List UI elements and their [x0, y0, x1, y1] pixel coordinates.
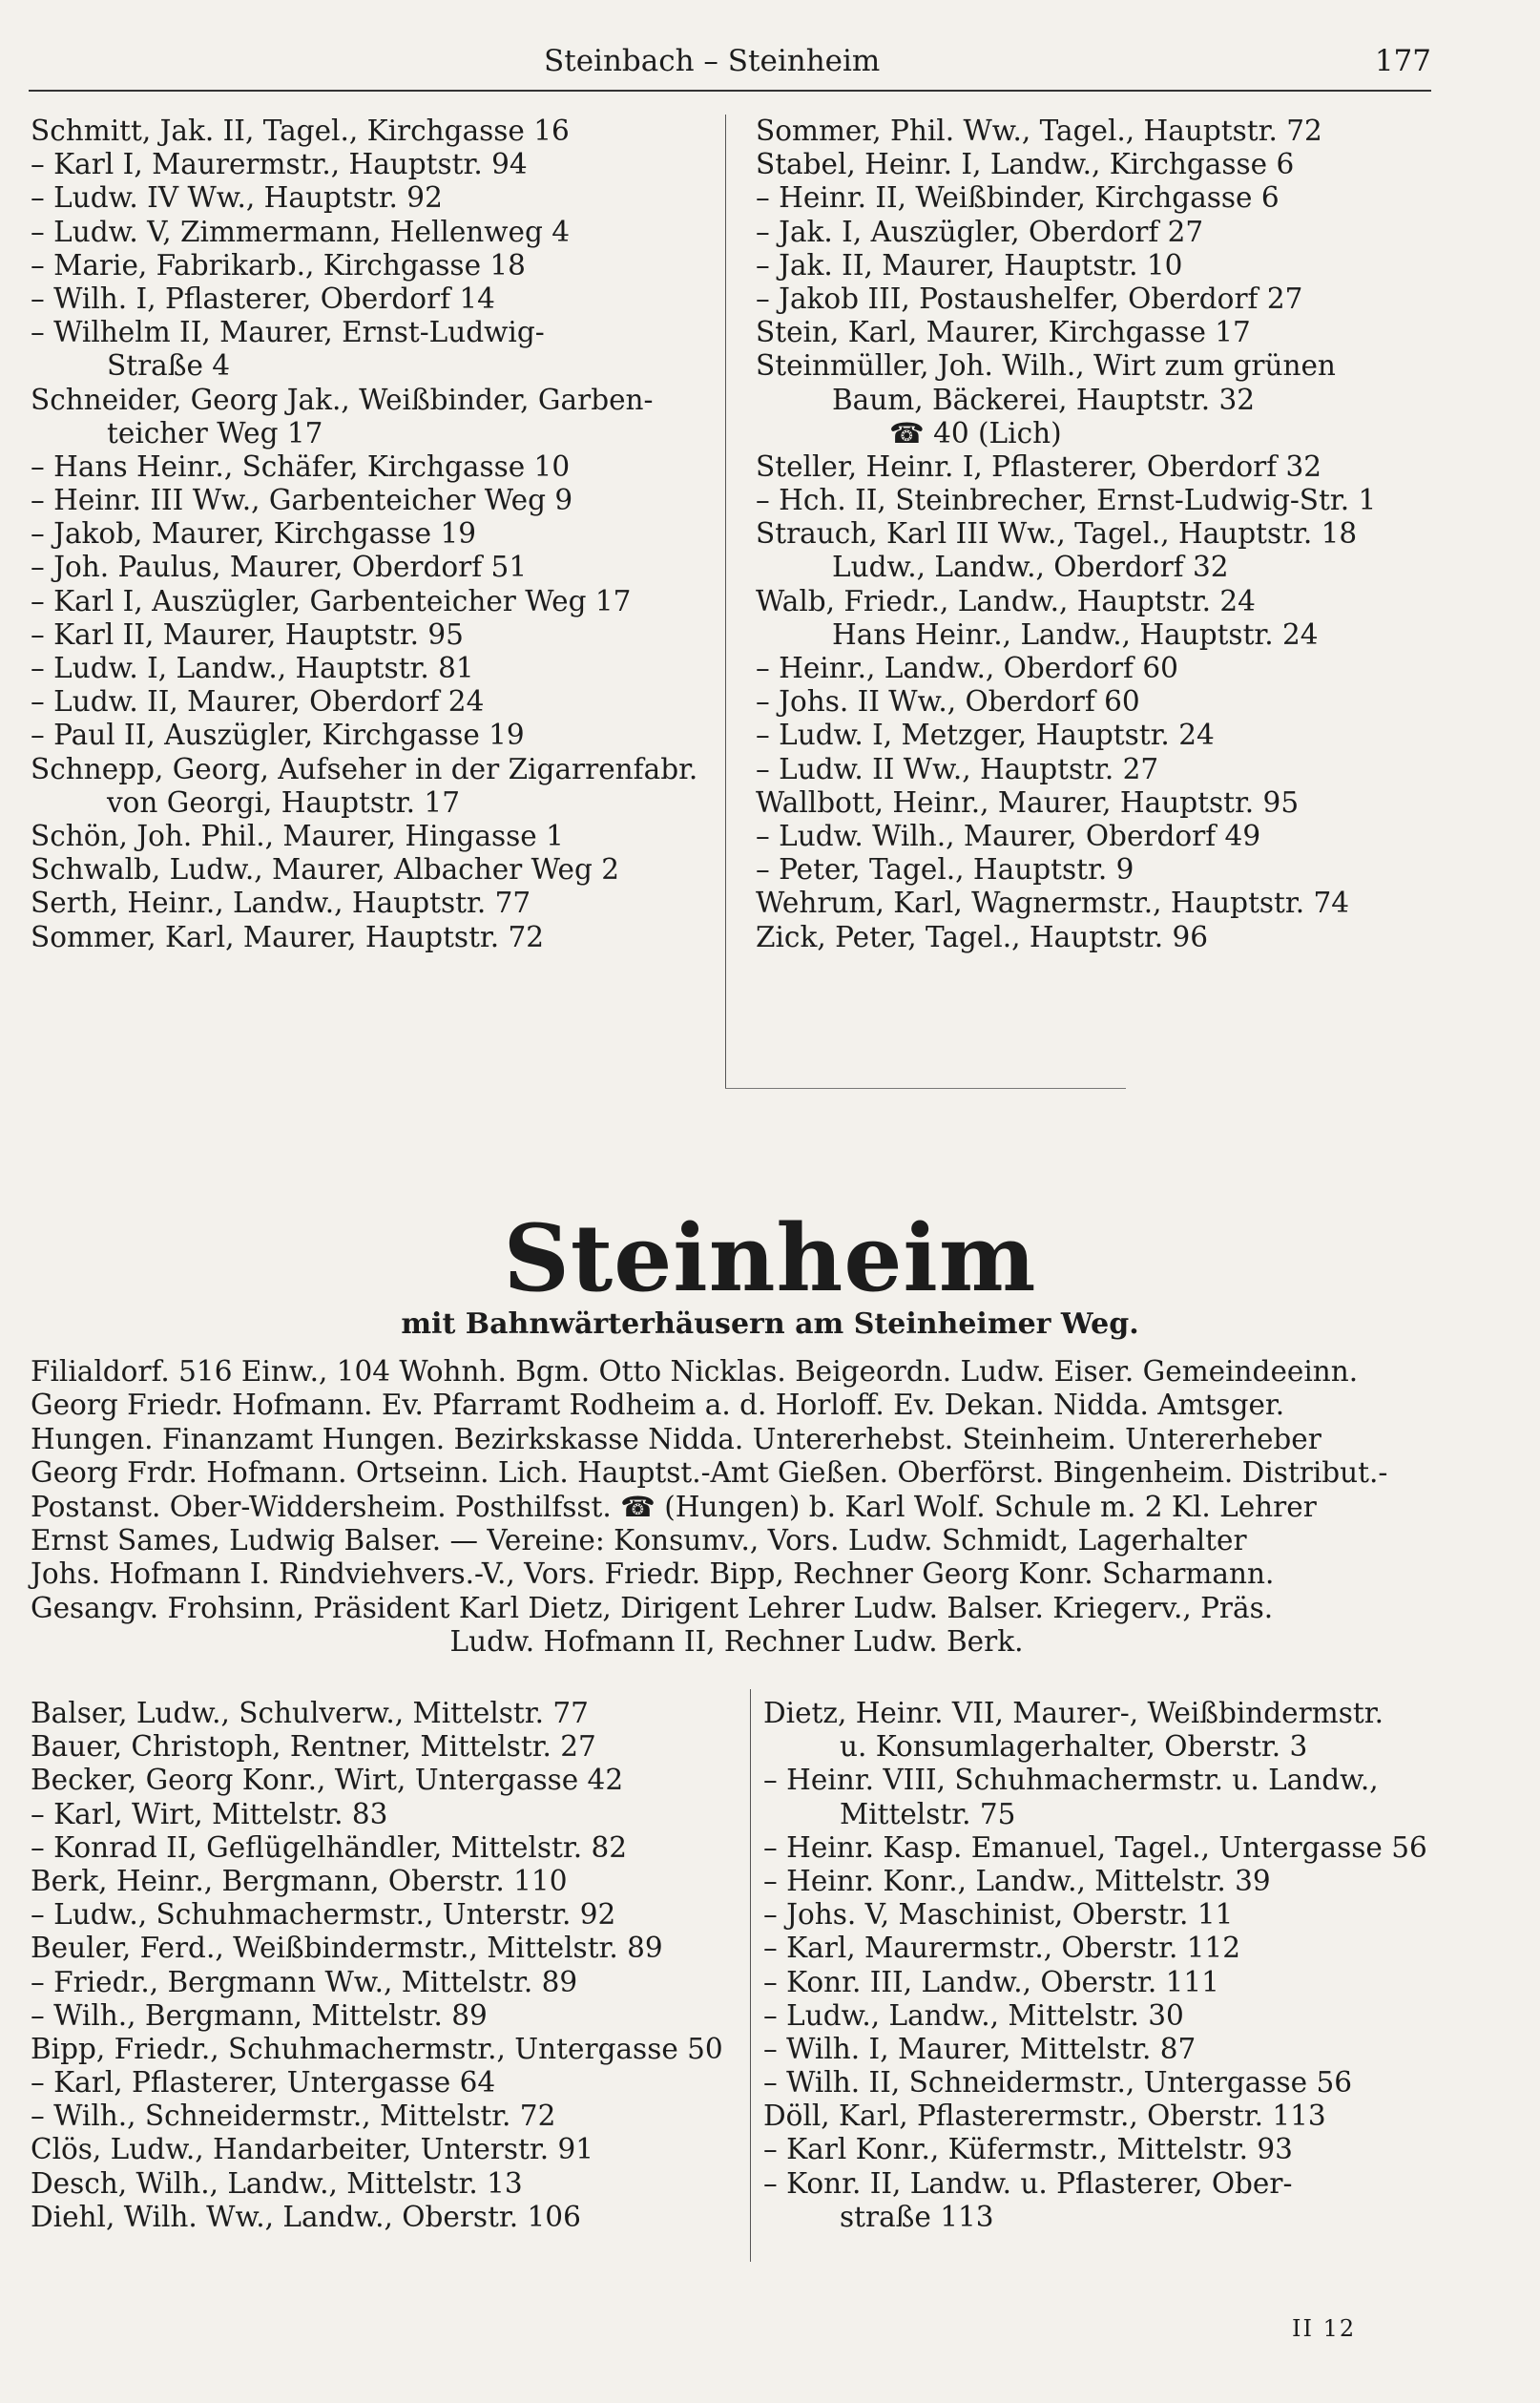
directory-entry: u. Konsumlagerhalter, Oberstr. 3: [840, 1730, 1308, 1764]
bottom-left-column: [31, 1697, 737, 2234]
directory-entry: Wallbott, Heinr., Maurer, Hauptstr. 95: [756, 785, 1300, 819]
directory-entry: – Paul II, Auszügler, Kirchgasse 19: [31, 719, 525, 752]
directory-entry: Baum, Bäckerei, Hauptstr. 32: [832, 383, 1256, 416]
directory-entry: Hans Heinr., Landw., Hauptstr. 24: [832, 617, 1319, 651]
directory-entry: – Jak. II, Maurer, Hauptstr. 10: [756, 248, 1183, 282]
directory-entry: – Ludw. IV Ww., Hauptstr. 92: [31, 181, 443, 215]
directory-entry: – Joh. Paulus, Maurer, Oberdorf 51: [31, 551, 528, 584]
directory-entry: Steinmüller, Joh. Wilh., Wirt zum grünen: [756, 349, 1336, 383]
column-divider-top: [725, 115, 726, 1088]
directory-entry: – Ludw., Schuhmachermstr., Unterstr. 92: [31, 1898, 616, 1932]
directory-entry: – Karl, Maurermstr., Oberstr. 112: [763, 1932, 1241, 1965]
directory-entry: – Jak. I, Auszügler, Oberdorf 27: [756, 215, 1204, 248]
section-title: Steinheim: [503, 1204, 1037, 1312]
directory-entry: Stabel, Heinr. I, Landw., Kirchgasse 6: [756, 148, 1295, 181]
section-line: Georg Friedr. Hofmann. Ev. Pfarramt Rodheim a. d. Horloff. Ev. Dekan. Nidda. Amtsger.: [31, 1389, 1285, 1422]
section-description: [31, 1355, 1443, 1660]
directory-entry: – Ludw. II Ww., Hauptstr. 27: [756, 752, 1159, 785]
directory-entry: – Heinr. Konr., Landw., Mittelstr. 39: [763, 1864, 1271, 1897]
directory-entry: Strauch, Karl III Ww., Tagel., Hauptstr. 18: [756, 517, 1358, 551]
directory-entry: – Ludw. I, Metzger, Hauptstr. 24: [756, 719, 1215, 752]
directory-entry: – Wilh. II, Schneidermstr., Untergasse 56: [763, 2066, 1353, 2100]
directory-entry: – Wilhelm II, Maurer, Ernst-Ludwig-: [31, 316, 545, 349]
directory-entry: – Peter, Tagel., Hauptstr. 9: [756, 853, 1134, 887]
directory-entry: Desch, Wilh., Landw., Mittelstr. 13: [31, 2166, 523, 2200]
page-footer: II 12: [1292, 2315, 1357, 2342]
directory-entry: Zick, Peter, Tagel., Hauptstr. 96: [756, 920, 1209, 953]
directory-entry: Schmitt, Jak. II, Tagel., Kirchgasse 16: [31, 115, 570, 147]
section-line: Ludw. Hofmann II, Rechner Ludw. Berk.: [449, 1625, 1024, 1659]
directory-entry: Serth, Heinr., Landw., Hauptstr. 77: [31, 887, 531, 920]
top-left-column: [31, 115, 716, 954]
directory-entry: – Johs. II Ww., Oberdorf 60: [756, 685, 1140, 719]
directory-entry: – Wilh., Bergmann, Mittelstr. 89: [31, 1998, 488, 2032]
directory-entry: Sommer, Karl, Maurer, Hauptstr. 72: [31, 920, 545, 953]
directory-entry: Ludw., Landw., Oberdorf 32: [832, 551, 1229, 584]
column-divider-bottom: [750, 1689, 751, 2262]
page-number: 177: [1374, 44, 1431, 78]
section-line: Postanst. Ober-Widdersheim. Posthilfsst. ☎ (Hungen) b. Karl Wolf. Schule m. 2 Kl. Lehrer: [31, 1490, 1317, 1523]
directory-entry: – Konr. III, Landw., Oberstr. 111: [763, 1965, 1219, 1998]
directory-entry: – Hans Heinr., Schäfer, Kirchgasse 10: [31, 449, 571, 483]
directory-entry: – Ludw., Landw., Mittelstr. 30: [763, 1998, 1184, 2032]
directory-entry: – Karl, Pflasterer, Untergasse 64: [31, 2066, 496, 2100]
directory-entry: – Heinr. III Ww., Garbenteicher Weg 9: [31, 484, 573, 517]
directory-entry: Walb, Friedr., Landw., Hauptstr. 24: [756, 584, 1256, 617]
section-subtitle: mit Bahnwärterhäusern am Steinheimer Weg.: [401, 1307, 1139, 1341]
directory-entry: Bauer, Christoph, Rentner, Mittelstr. 27: [31, 1730, 596, 1764]
directory-entry: – Ludw. Wilh., Maurer, Oberdorf 49: [756, 819, 1261, 852]
section-divider: [725, 1088, 1126, 1089]
directory-entry: Schnepp, Georg, Aufseher in der Zigarrenfabr.: [31, 752, 698, 785]
section-line: Ernst Sames, Ludwig Balser. — Vereine: Konsumv., Vors. Ludw. Schmidt, Lagerhalter: [31, 1523, 1247, 1557]
directory-entry: – Wilh. I, Pflasterer, Oberdorf 14: [31, 282, 495, 315]
directory-entry: Diehl, Wilh. Ww., Landw., Oberstr. 106: [31, 2200, 581, 2233]
directory-entry: straße 113: [840, 2200, 994, 2233]
directory-entry: – Karl I, Maurermstr., Hauptstr. 94: [31, 148, 528, 181]
directory-entry: – Karl Konr., Küfermstr., Mittelstr. 93: [763, 2133, 1293, 2166]
directory-entry: Straße 4: [107, 349, 231, 383]
top-right-column: [756, 115, 1443, 954]
directory-entry: – Hch. II, Steinbrecher, Ernst-Ludwig-Str. 1: [756, 484, 1377, 517]
directory-entry: – Jakob III, Postaushelfer, Oberdorf 27: [756, 282, 1303, 315]
directory-entry: – Heinr. VIII, Schuhmachermstr. u. Landw.,: [763, 1764, 1379, 1797]
section-line: Johs. Hofmann I. Rindviehvers.-V., Vors. Friedr. Bipp, Rechner Georg Konr. Scharmann.: [31, 1557, 1275, 1591]
directory-entry: – Marie, Fabrikarb., Kirchgasse 18: [31, 248, 526, 282]
directory-entry: – Karl II, Maurer, Hauptstr. 95: [31, 617, 464, 651]
directory-entry: – Konrad II, Geflügelhändler, Mittelstr. 82: [31, 1830, 627, 1864]
directory-entry: Balser, Ludw., Schulverw., Mittelstr. 77: [31, 1697, 589, 1729]
directory-entry: Schwalb, Ludw., Maurer, Albacher Weg 2: [31, 853, 620, 887]
directory-entry: Wehrum, Karl, Wagnermstr., Hauptstr. 74: [756, 887, 1350, 920]
directory-entry: ☎ 40 (Lich): [889, 416, 1062, 449]
directory-entry: – Heinr., Landw., Oberdorf 60: [756, 652, 1178, 684]
directory-entry: – Karl, Wirt, Mittelstr. 83: [31, 1797, 388, 1830]
directory-entry: Mittelstr. 75: [840, 1797, 1016, 1830]
directory-entry: teicher Weg 17: [107, 416, 323, 449]
directory-entry: Becker, Georg Konr., Wirt, Untergasse 42: [31, 1764, 624, 1797]
directory-entry: Bipp, Friedr., Schuhmachermstr., Untergasse 50: [31, 2032, 723, 2065]
directory-entry: – Wilh. I, Maurer, Mittelstr. 87: [763, 2032, 1197, 2065]
section-line: Gesangv. Frohsinn, Präsident Karl Dietz, Dirigent Lehrer Ludw. Balser. Kriegerv., Präs.: [31, 1591, 1274, 1624]
directory-entry: Sommer, Phil. Ww., Tagel., Hauptstr. 72: [756, 115, 1322, 147]
directory-entry: – Ludw. I, Landw., Hauptstr. 81: [31, 652, 474, 684]
directory-entry: – Heinr. II, Weißbinder, Kirchgasse 6: [756, 181, 1280, 215]
directory-entry: – Ludw. V, Zimmermann, Hellenweg 4: [31, 215, 571, 248]
directory-entry: Beuler, Ferd., Weißbindermstr., Mittelstr. 89: [31, 1932, 663, 1965]
page-header: [29, 42, 1431, 92]
directory-entry: – Heinr. Kasp. Emanuel, Tagel., Untergasse 56: [763, 1830, 1427, 1864]
directory-entry: Clös, Ludw., Handarbeiter, Unterstr. 91: [31, 2133, 594, 2166]
directory-entry: Döll, Karl, Pflasterermstr., Oberstr. 113: [763, 2100, 1326, 2133]
directory-entry: Stein, Karl, Maurer, Kirchgasse 17: [756, 316, 1251, 349]
section-line: Filialdorf. 516 Einw., 104 Wohnh. Bgm. Otto Nicklas. Beigeordn. Ludw. Eiser. Gemeindeeinn.: [31, 1355, 1359, 1388]
section-line: Georg Frdr. Hofmann. Ortseinn. Lich. Hauptst.-Amt Gießen. Oberförst. Bingenheim. Distribut.-: [31, 1456, 1388, 1490]
directory-entry: – Konr. II, Landw. u. Pflasterer, Ober-: [763, 2166, 1293, 2200]
directory-entry: – Wilh., Schneidermstr., Mittelstr. 72: [31, 2100, 556, 2133]
directory-entry: – Jakob, Maurer, Kirchgasse 19: [31, 517, 477, 551]
bottom-right-column: [763, 1697, 1443, 2234]
directory-entry: Schön, Joh. Phil., Maurer, Hingasse 1: [31, 819, 564, 852]
directory-entry: – Ludw. II, Maurer, Oberdorf 24: [31, 685, 485, 719]
directory-entry: – Johs. V, Maschinist, Oberstr. 11: [763, 1898, 1234, 1932]
section-line: Hungen. Finanzamt Hungen. Bezirkskasse Nidda. Untererhebst. Steinheim. Untererheber: [31, 1422, 1321, 1455]
directory-entry: Dietz, Heinr. VII, Maurer-, Weißbindermstr.: [763, 1697, 1384, 1729]
directory-entry: – Friedr., Bergmann Ww., Mittelstr. 89: [31, 1965, 578, 1998]
directory-entry: Schneider, Georg Jak., Weißbinder, Garben-: [31, 383, 654, 416]
directory-entry: Steller, Heinr. I, Pflasterer, Oberdorf 32: [756, 449, 1322, 483]
directory-entry: Berk, Heinr., Bergmann, Oberstr. 110: [31, 1864, 568, 1897]
directory-entry: von Georgi, Hauptstr. 17: [107, 785, 460, 819]
directory-entry: – Karl I, Auszügler, Garbenteicher Weg 17: [31, 584, 632, 617]
header-title: Steinbach – Steinheim: [544, 44, 881, 78]
